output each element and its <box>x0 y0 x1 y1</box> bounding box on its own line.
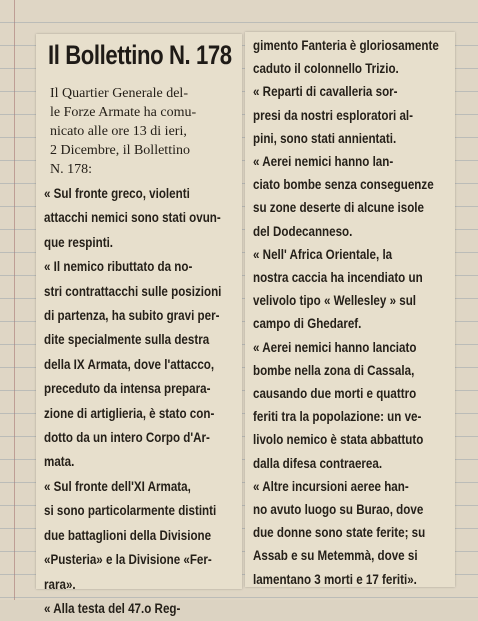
text-line: no avuto luogo su Burao, dove <box>253 502 424 518</box>
text-line: « Nell' Africa Orientale, la <box>253 246 393 262</box>
text-line: zione di artiglieria, è stato con- <box>44 405 215 421</box>
text-line: preceduto da intensa prepara- <box>44 381 211 397</box>
text-line: livolo nemico è stata abbattuto <box>253 432 424 448</box>
text-line: dite specialmente sulla destra <box>44 332 210 348</box>
text-line: N. 178: <box>50 162 92 177</box>
text-line: campo di Ghedaref. <box>253 316 362 332</box>
text-line: attacchi nemici sono stati ovun- <box>44 210 221 226</box>
newspaper-clipping-left-column <box>36 34 242 616</box>
text-line: dotto da un intero Corpo d'Ar- <box>44 430 210 446</box>
intro-paragraph <box>50 84 236 179</box>
text-line: bombe nella zona di Cassala, <box>253 362 415 378</box>
text-line: nicato alle ore 13 di ieri, <box>50 124 187 139</box>
text-line: presi da nostri esploratori al- <box>253 107 414 123</box>
text-line: caduto il colonnello Trizio. <box>253 61 399 77</box>
text-line: « Alla testa del 47.o Reg- <box>44 600 181 616</box>
text-line: Assab e su Metemmà, dove si <box>253 548 418 564</box>
text-line: « Il nemico ributtato da no- <box>44 259 193 275</box>
text-line: « Altre incursioni aeree han- <box>253 478 409 494</box>
text-line: di partenza, ha subito gravi per- <box>44 308 220 324</box>
text-line: feriti tra la popolazione: un ve- <box>253 409 422 425</box>
text-line: que respinti. <box>44 234 114 250</box>
text-line: « Reparti di cavalleria sor- <box>253 84 398 100</box>
text-line: due battaglioni della Divisione <box>44 527 212 543</box>
text-line: pini, sono stati annientati. <box>253 130 397 146</box>
text-line: ciato bombe senza conseguenze <box>253 177 434 193</box>
text-line: 2 Dicembre, il Bollettino <box>50 143 190 158</box>
text-line: nostra caccia ha incendiato un <box>253 270 423 286</box>
newspaper-clipping-right-column <box>245 32 455 587</box>
text-line: stri contrattacchi sulle posizioni <box>44 283 222 299</box>
text-line: mata. <box>44 454 75 470</box>
left-body-text <box>44 182 222 621</box>
text-line: « Aerei nemici hanno lan- <box>253 154 394 170</box>
text-line: «Pusteria» e la Divisione «Fer- <box>44 552 212 568</box>
text-line: due donne sono state ferite; su <box>253 525 426 541</box>
text-line: su zone deserte di alcune isole <box>253 200 424 216</box>
text-line: rara». <box>44 576 76 592</box>
text-line: gimento Fanteria è gloriosamente <box>253 38 439 53</box>
text-line: della IX Armata, dove l'attacco, <box>44 356 215 372</box>
bulletin-title: Il Bollettino N. 178 <box>48 40 232 70</box>
text-line: « Sul fronte greco, violenti <box>44 186 190 201</box>
text-line: « Sul fronte dell'XI Armata, <box>44 478 191 494</box>
text-line: le Forze Armate ha comu- <box>50 105 197 120</box>
text-line: « Aerei nemici hanno lanciato <box>253 339 417 355</box>
text-line: si sono particolarmente distinti <box>44 503 217 519</box>
text-line: del Dodecanneso. <box>253 223 353 239</box>
text-line: velivolo tipo « Wellesley » sul <box>253 293 417 309</box>
text-line: causando due morti e quattro <box>253 386 417 402</box>
text-line: lamentano 3 morti e 17 feriti». <box>253 571 417 587</box>
text-line: Il Quartier Generale del- <box>50 86 188 101</box>
right-body-text <box>253 34 439 591</box>
text-line: dalla difesa contraerea. <box>253 455 383 471</box>
